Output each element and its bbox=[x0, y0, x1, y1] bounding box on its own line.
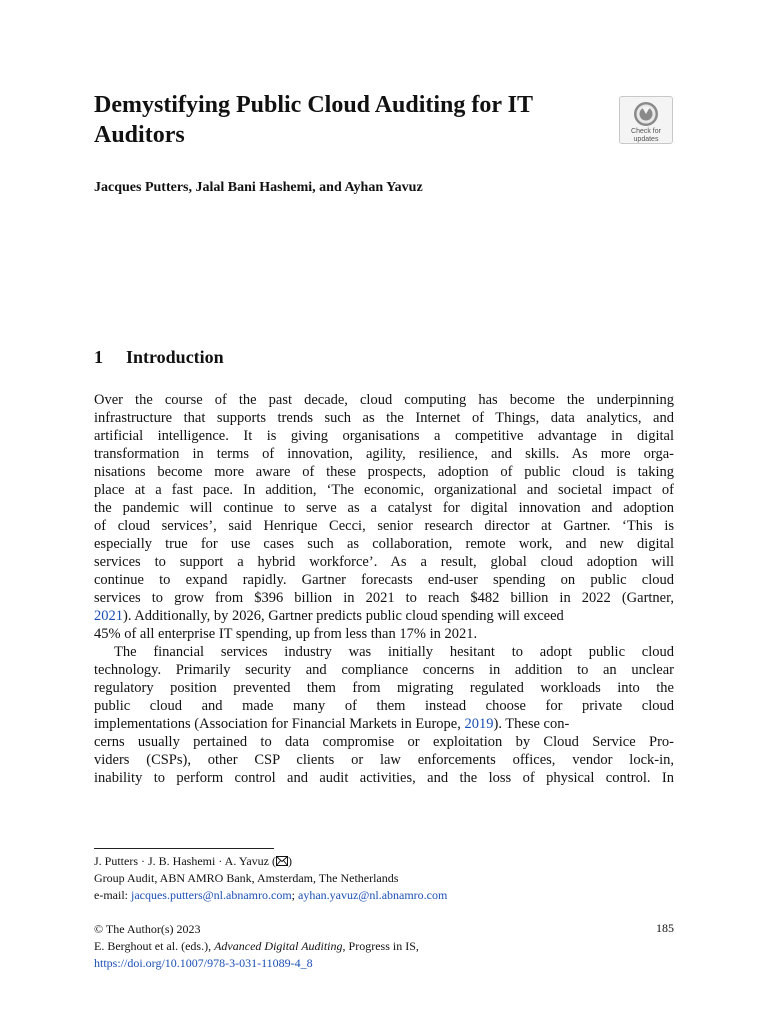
text-line: especially true for use cases such as collaboration, remote work, and new digital bbox=[94, 536, 674, 552]
text-line: cerns usually pertained to data compromise or exploitation by Cloud Service Pro- bbox=[94, 734, 674, 750]
email-link-yavuz[interactable]: ayhan.yavuz@nl.abnamro.com bbox=[298, 888, 448, 902]
citation-link-gartner-2021[interactable]: 2021 bbox=[94, 608, 123, 624]
text-line: The financial services industry was initially hesitant to adopt public cloud bbox=[114, 644, 674, 660]
email-label: e-mail: bbox=[94, 888, 131, 902]
book-citation bbox=[94, 938, 419, 955]
section-number: 1 bbox=[94, 347, 103, 367]
citation-suffix: , Progress in IS, bbox=[342, 939, 419, 953]
text-line: of cloud services’, said Henrique Cecci, senior research director at Gartner. ‘This is bbox=[94, 518, 674, 534]
text-line: continue to expand rapidly. Gartner forecasts end-user spending on public cloud bbox=[94, 572, 674, 588]
email-separator: ; bbox=[291, 888, 298, 902]
text-fragment: implementations (Association for Financial Markets in Europe, bbox=[94, 716, 465, 732]
badge-line-1: Check for bbox=[631, 128, 661, 135]
check-for-updates-badge[interactable] bbox=[619, 96, 673, 144]
section-title: Introduction bbox=[126, 347, 224, 367]
text-fragment: ). Additionally, by 2026, Gartner predicts public cloud spending will exceed bbox=[123, 608, 564, 624]
text-line: services to support a hybrid workforce’. As a result, global cloud adoption will bbox=[94, 554, 674, 570]
text-line: viders (CSPs), other CSP clients or law enforcements offices, vendor lock-in, bbox=[94, 752, 674, 768]
check-updates-icon bbox=[633, 101, 659, 127]
text-line: transformation in terms of innovation, agility, resilience, and skills. As more orga- bbox=[94, 446, 674, 462]
text-line: artificial intelligence. It is giving organisations a competitive advantage in digital bbox=[94, 428, 674, 444]
footnote-affiliation: Group Audit, ABN AMRO Bank, Amsterdam, The Netherlands bbox=[94, 871, 399, 885]
email-link-putters[interactable]: jacques.putters@nl.abnamro.com bbox=[130, 888, 292, 902]
text-line: place at a fast pace. In addition, ‘The economic, organizational and societal impact of bbox=[94, 482, 674, 498]
footnote-names-close: ) bbox=[288, 854, 292, 868]
text-fragment: ). These con- bbox=[493, 716, 570, 732]
footnote-names: J. Putters · J. B. Hashemi · A. Yavuz ( bbox=[94, 854, 276, 868]
text-line bbox=[94, 715, 674, 733]
doi-link[interactable]: https://doi.org/10.1007/978-3-031-11089-4_8 bbox=[94, 956, 313, 970]
body-text bbox=[94, 391, 674, 787]
paper-title: Demystifying Public Cloud Auditing for IT Auditors bbox=[94, 92, 533, 148]
author-list: Jacques Putters, Jalal Bani Hashemi, and Ayhan Yavuz bbox=[94, 180, 423, 195]
section-heading bbox=[94, 347, 224, 368]
text-line: Over the course of the past decade, cloud computing has become the underpinning bbox=[94, 392, 674, 408]
citation-link-afme-2019[interactable]: 2019 bbox=[464, 716, 494, 732]
footnote-emails bbox=[94, 887, 447, 904]
text-line: services to grow from $396 billion in 2021 to reach $482 billion in 2022 (Gartner, bbox=[94, 590, 674, 606]
text-line: nisations become more aware of these prospects, adoption of public cloud is taking bbox=[94, 464, 674, 480]
text-line: inability to perform control and audit activities, and the loss of physical control. In bbox=[94, 770, 674, 786]
text-line: technology. Primarily security and compliance concerns in addition to an unclear bbox=[94, 662, 674, 678]
page-number: 185 bbox=[656, 921, 674, 935]
copyright-line: © The Author(s) 2023 bbox=[94, 922, 201, 936]
text-line: regulatory position prevented them from migrating regulated workloads into the bbox=[94, 680, 674, 696]
badge-line-2: updates bbox=[633, 136, 659, 143]
text-line bbox=[94, 607, 674, 625]
footnote-divider bbox=[94, 848, 274, 849]
footnote-authors bbox=[94, 853, 292, 870]
text-line: 45% of all enterprise IT spending, up from less than 17% in 2021. bbox=[94, 626, 478, 642]
text-line: public cloud and made many of them instead choose for private cloud bbox=[94, 698, 674, 714]
envelope-icon bbox=[276, 856, 288, 866]
citation-prefix: E. Berghout et al. (eds.), bbox=[94, 939, 215, 953]
text-line: the pandemic will continue to serve as a catalyst for digital innovation and adoption bbox=[94, 500, 674, 516]
book-title: Advanced Digital Auditing bbox=[214, 939, 343, 953]
text-line: infrastructure that supports trends such as the Internet of Things, data analytics, and bbox=[94, 410, 674, 426]
